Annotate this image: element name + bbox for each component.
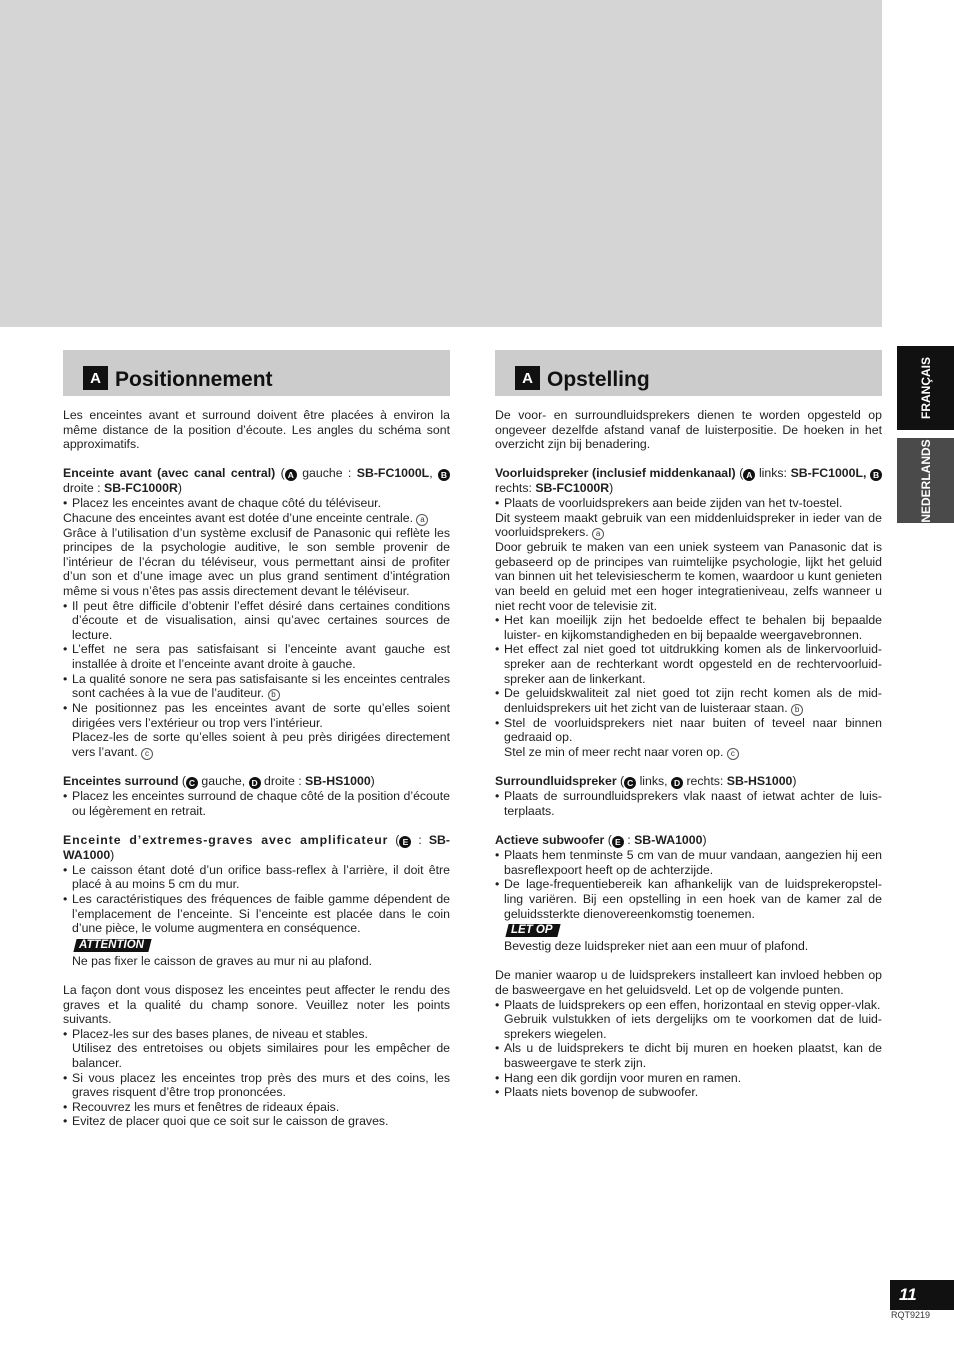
list-item: • Het kan moeilijk zijn het bedoelde effect te behalen bij bepaalde luister- en kijkomstandigheden en bij bepaalde weergavebronnen.	[495, 613, 882, 642]
marker-a-small-icon: a	[416, 514, 428, 526]
surround-speaker-heading: Enceintes surround ( C gauche, D droite : SB-HS1000)	[63, 774, 375, 789]
intro-paragraph: De voor- en surroundluidsprekers dienen te worden opgesteld op ongeveer dezelfde afstand vanaf de luisterpositie. De hoeken in het overzicht zijn bij benadering.	[495, 408, 882, 452]
list-item: • Le caisson étant doté d’un orifice bass-reflex à l’arrière, il doit être placé à au moins 5 cm du mur.	[63, 863, 450, 892]
list-item: • Si vous placez les enceintes trop près des murs et des coins, les graves risquent d’être trop prononcées.	[63, 1071, 450, 1100]
marker-b-small-icon: b	[268, 689, 280, 701]
marker-c-icon: C	[624, 777, 636, 789]
list-item-continuation: Stel ze min of meer recht naar voren op. c	[495, 745, 882, 760]
front-paragraph: Grâce à l’utilisation d’un système exclusif de Panasonic qui reflète les principes de la psychologie auditive, le son semble provenir de l’intérieur de l’écran du téléviseur, vous permettant ainsi de profiter d’un son et d’une image avec un plus grand sentiment d’intégration même si vous n’êtes pas assis directement devant le téléviseur.	[63, 525, 450, 598]
subwoofer-heading: Actieve subwoofer ( E : SB-WA1000)	[495, 833, 707, 848]
list-item: • La qualité sonore ne sera pas satisfaisante si les enceintes centrales sont cachées à la vue de l’auditeur. b	[63, 672, 450, 702]
marker-c-small-icon: c	[727, 748, 739, 760]
list-item-continuation: Gebruik vulstukken of iets dergelijks om te voorkomen dat de luid-sprekers wiegelen.	[504, 1012, 882, 1041]
front-paragraph: Dit systeem maakt gebruik van een middenluidspreker in ieder van de voorluidsprekers. a	[495, 510, 882, 540]
marker-a-small-icon: a	[592, 528, 604, 540]
list-item: • De lage-frequentiebereik kan afhankelijk van de luidsprekeropstel-ling variëren. Bij een opstelling in een hoek van de kamer zal de geluidssterkte dienovereenkomstig toenemen.	[495, 877, 882, 921]
column-fr	[63, 408, 450, 1129]
front-speaker-heading: Voorluidspreker (inclusief middenkanaal) ( A links: SB-FC1000L, B rechts: SB-FC1000R)	[495, 466, 882, 496]
list-item: • Plaats de voorluidsprekers aan beide zijden van het tv-toestel.	[495, 496, 882, 511]
marker-d-icon: D	[249, 777, 261, 789]
marker-b-small-icon: b	[791, 704, 803, 716]
general-intro: La façon dont vous disposez les enceintes peut affecter le rendu des graves et la qualité du champ sonore. Veuillez noter les points suivants.	[63, 983, 450, 1027]
language-tab-label: NEDERLANDS	[918, 438, 933, 523]
list-item: • Het effect zal niet goed tot uitdrukking komen als de linkervoorluid-spreker aan de rechterkant wordt opgesteld en de rechtervoorluid-spreker aan de linkerkant.	[495, 642, 882, 686]
marker-b-icon: B	[870, 469, 882, 481]
list-item: • Placez-les sur des bases planes, de niveau et stables.	[63, 1027, 450, 1042]
section-badge: A	[83, 366, 108, 390]
marker-e-icon: E	[612, 836, 624, 848]
marker-b-icon: B	[438, 469, 450, 481]
list-item: • Il peut être difficile d’obtenir l’effet désiré dans certaines conditions d’écoute et de visualisation, ainsi qu’avec certaines sources de lecture.	[63, 599, 450, 643]
list-item-continuation: Placez-les de sorte qu’elles soient à peu près dirigées directement vers l’avant. c	[72, 730, 450, 759]
marker-a-icon: A	[285, 469, 297, 481]
list-item: • Plaats niets bovenop de subwoofer.	[495, 1085, 882, 1100]
language-tab-nederlands	[897, 438, 954, 523]
warning-label: ATTENTION	[73, 939, 151, 952]
list-item: • Les caractéristiques des fréquences de faible gamme dépendent de l’emplacement de l’enceinte. Si l’enceinte est placée dans le coin d’une pièce, le volume augmentera en conséquence.	[63, 892, 450, 936]
front-paragraph: Door gebruik te maken van een uniek systeem van Panasonic dat is gebaseerd op de principes van ruimtelijke psychologie, lijkt het geluid van binnen uit het televisiescherm te komen, waardoor u kunt genieten van beeld en geluid met een hoger integratieniveau, zelfs wanneer u niet recht voor de televisie zit.	[495, 540, 882, 613]
front-paragraph: Chacune des enceintes avant est dotée d’une enceinte centrale. a	[63, 511, 450, 526]
list-item: • L’effet ne sera pas satisfaisant si l’enceinte avant gauche est installée à droite et l’enceinte avant droite à gauche.	[63, 642, 450, 671]
marker-e-icon: E	[399, 836, 411, 848]
column-nl	[495, 408, 882, 1100]
top-illustration-area	[0, 0, 882, 327]
list-item: • Recouvrez les murs et fenêtres de rideaux épais.	[63, 1100, 450, 1115]
list-item: • Placez les enceintes surround de chaque côté de la position d’écoute ou légèrement en retrait.	[63, 789, 450, 818]
warning-label: LET OP	[505, 924, 560, 937]
language-tab-label: FRANÇAIS	[918, 357, 933, 419]
list-item: • Evitez de placer quoi que ce soit sur le caisson de graves.	[63, 1114, 450, 1129]
section-header-nl	[495, 350, 882, 396]
list-item: • Stel de voorluidsprekers niet naar buiten of teveel naar binnen gedraaid op.	[495, 716, 882, 745]
list-item: • Plaats de surroundluidsprekers vlak naast of ietwat achter de luis-terplaats.	[495, 789, 882, 818]
list-item: • Plaats de luidsprekers op een effen, horizontaal en stevig opper-vlak.	[495, 998, 882, 1013]
subwoofer-heading: Enceinte d’extremes-graves avec amplificateur ( E : SB-WA1000)	[63, 833, 450, 863]
model-code: RQT9219	[891, 1310, 931, 1320]
marker-c-small-icon: c	[141, 748, 153, 760]
language-tab-francais	[897, 346, 954, 430]
section-header-fr	[63, 350, 450, 396]
list-item: • Als u de luidsprekers te dicht bij muren en hoeken plaatst, kan de basweergave te sterk zijn.	[495, 1041, 882, 1070]
marker-a-icon: A	[743, 469, 755, 481]
list-item: • Plaats hem tenminste 5 cm van de muur vandaan, aangezien hij een basreflexpoort heeft op de achterzijde.	[495, 848, 882, 877]
general-intro: De manier waarop u de luidsprekers installeert kan invloed hebben op de basweergave en het geluidsveld. Let op de volgende punten.	[495, 968, 882, 997]
surround-speaker-heading: Surroundluidspreker ( C links, D rechts: SB-HS1000)	[495, 774, 797, 789]
section-badge: A	[515, 366, 540, 390]
list-item: • Hang een dik gordijn voor muren en ramen.	[495, 1071, 882, 1086]
section-title-fr: Positionnement	[115, 368, 273, 391]
page-number: 11	[890, 1280, 954, 1310]
intro-paragraph: Les enceintes avant et surround doivent être placées à environ la même distance de la position d’écoute. Les angles du schéma sont approximatifs.	[63, 408, 450, 452]
front-speaker-heading: Enceinte avant (avec canal central) ( A gauche : SB-FC1000L, B droite : SB-FC1000R)	[63, 466, 450, 496]
marker-c-icon: C	[186, 777, 198, 789]
warning-text: Ne pas fixer le caisson de graves au mur ni au plafond.	[72, 953, 373, 968]
list-item-continuation: Utilisez des entretoises ou objets similaires pour les empêcher de balancer.	[72, 1041, 450, 1070]
section-title-nl: Opstelling	[547, 368, 650, 391]
list-item: • Ne positionnez pas les enceintes avant de sorte qu’elles soient dirigées vers l’extérieur ou trop vers l’intérieur.	[63, 701, 450, 730]
list-item: • Placez les enceintes avant de chaque côté du téléviseur.	[63, 496, 450, 511]
warning-text: Bevestig deze luidspreker niet aan een muur of plafond.	[504, 939, 809, 954]
list-item: • De geluidskwaliteit zal niet goed tot zijn recht komen als de mid-denluidsprekers uit het zicht van de luisteraar staan. b	[495, 686, 882, 716]
marker-d-icon: D	[671, 777, 683, 789]
